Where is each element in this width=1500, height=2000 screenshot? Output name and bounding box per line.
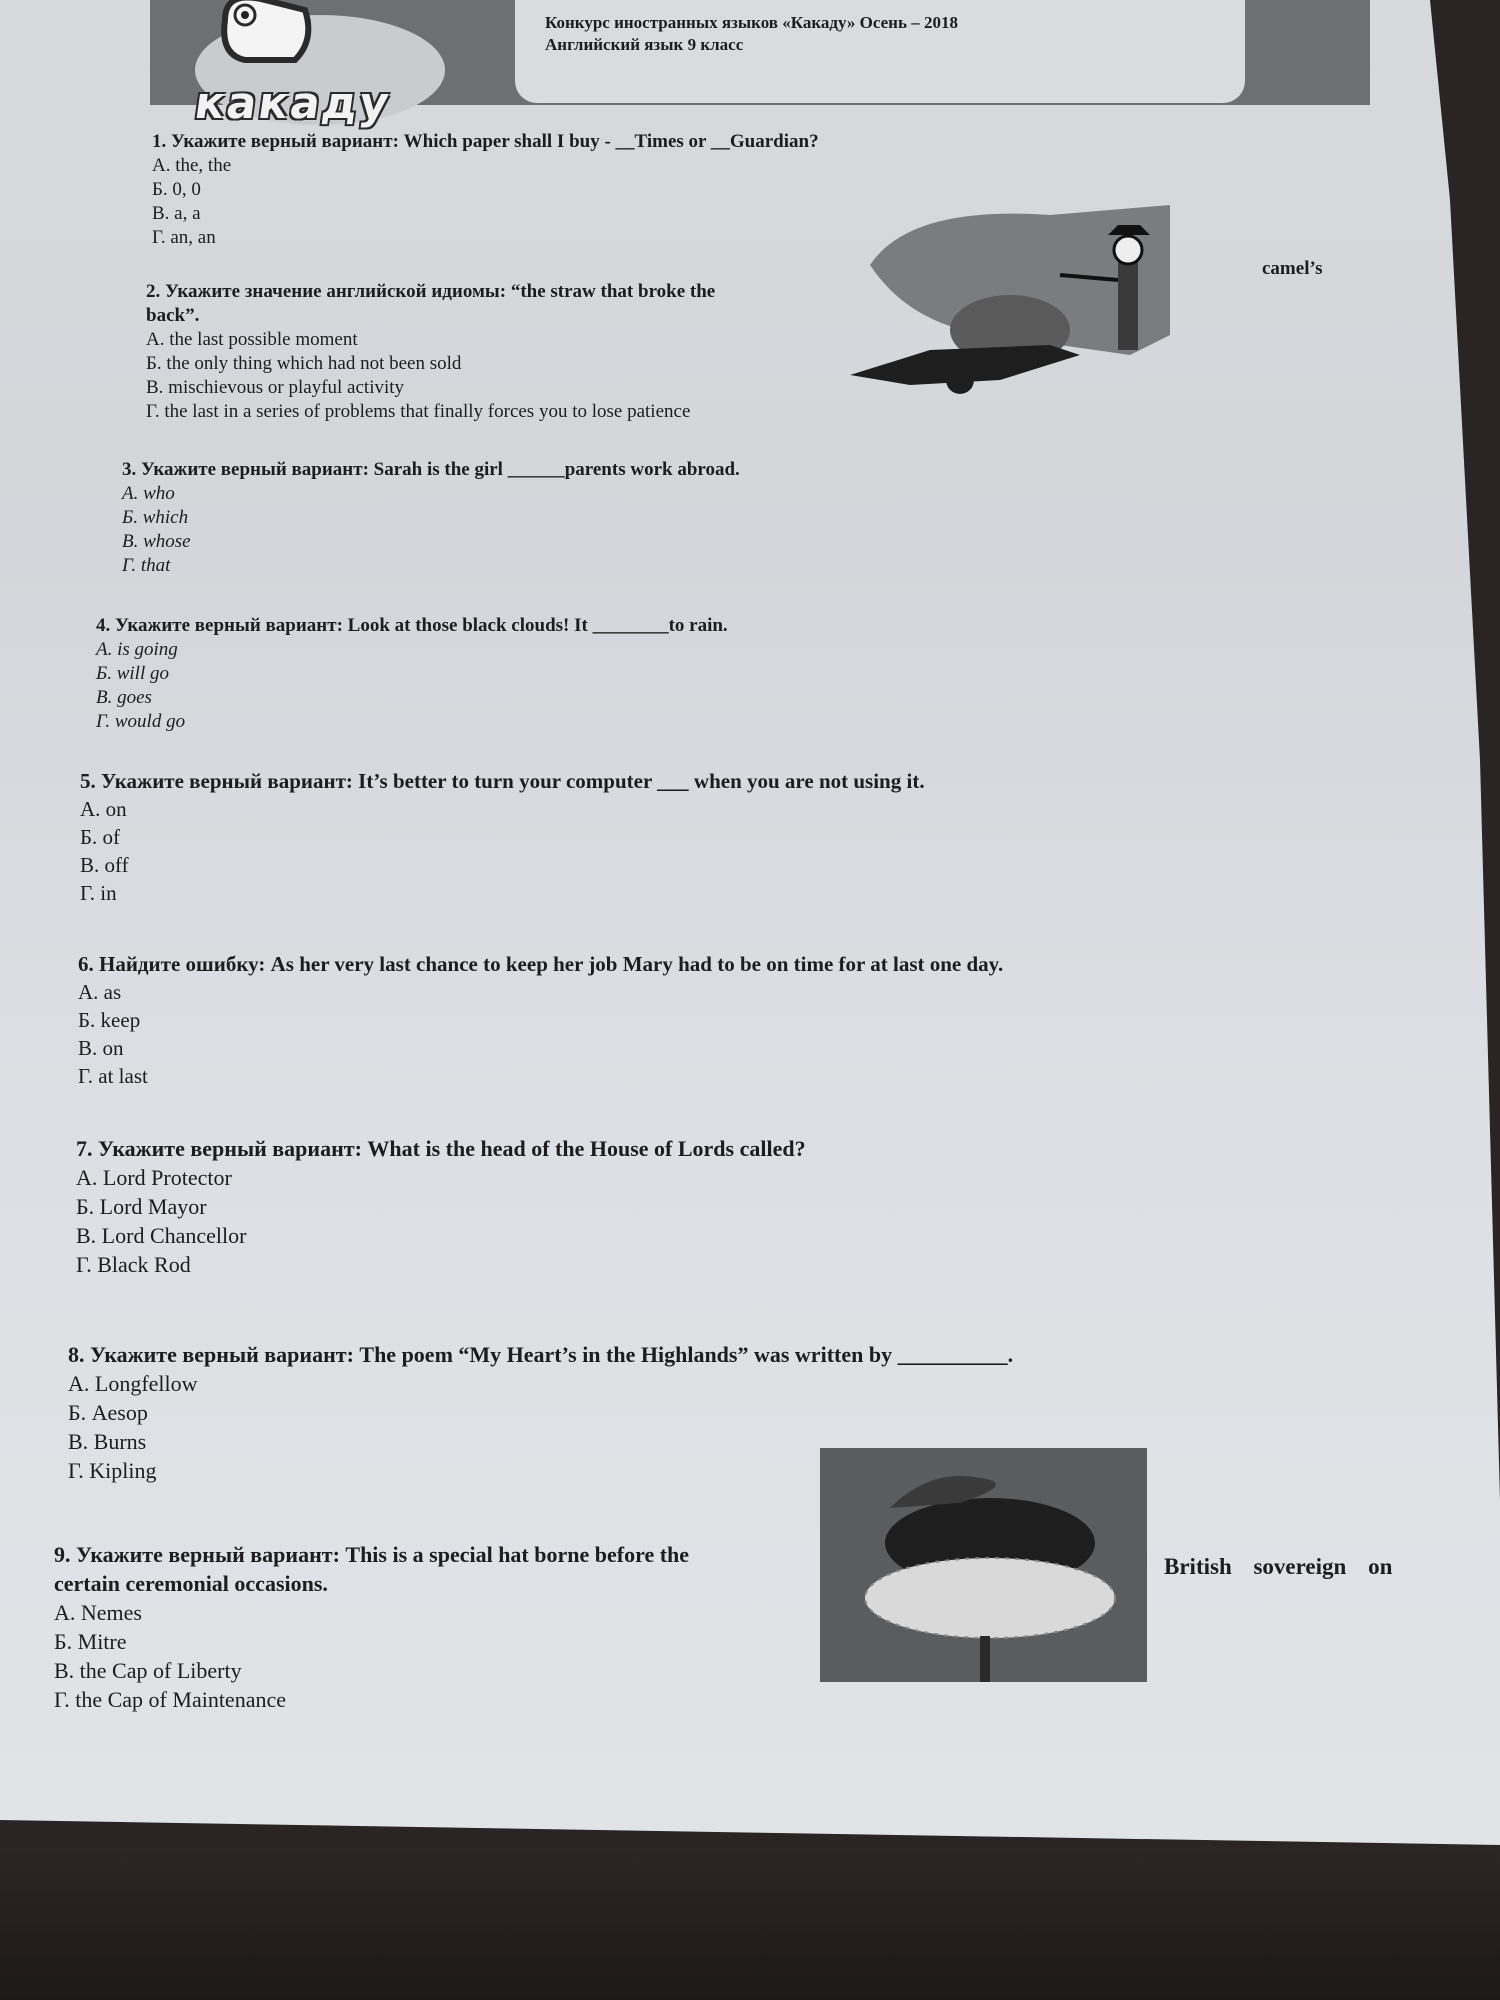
option-d: Г. would go [96,711,186,732]
option-b: Б. of [80,825,121,849]
header-title [545,12,958,56]
option-d: Г. that [122,555,171,576]
question-4 [96,614,728,734]
option-d: Г. at last [78,1064,148,1088]
option-c: В. goes [96,687,152,708]
question-title: 5. Укажите верный вариант: It’s better to turn your computer ___ when you are not using it. [80,769,925,793]
question-5 [80,767,925,907]
header-line-2: Английский язык 9 класс [545,35,744,54]
option-c: В. whose [122,531,191,552]
table-background [0,1845,1500,2000]
question-7 [76,1134,806,1279]
question-title: 2. Укажите значение английской идиомы: “the straw that broke the [146,281,716,302]
option-a: А. as [78,980,122,1004]
question-title: 3. Укажите верный вариант: Sarah is the girl ______parents work abroad. [122,459,740,480]
question-title-cont: certain ceremonial occasions. [54,1571,328,1596]
option-d: Г. in [80,881,117,905]
question-3 [122,458,740,578]
option-d: Г. an, an [152,227,216,248]
question-title-cont: back”. [146,305,200,326]
question-title: 6. Найдите ошибку: As her very last chance to keep her job Mary had to be on time for at last one day. [78,952,1004,976]
question-title: 7. Укажите верный вариант: What is the head of the House of Lords called? [76,1136,806,1161]
option-c: В. on [78,1036,124,1060]
option-a: А. the last possible moment [146,329,358,350]
option-a: А. who [122,483,175,504]
cap-of-maintenance-photo [820,1448,1147,1682]
option-c: В. Lord Chancellor [76,1223,247,1248]
option-a: А. on [80,797,127,821]
question-title: 4. Укажите верный вариант: Look at those black clouds! It ________to rain. [96,615,728,636]
option-a: А. Lord Protector [76,1165,232,1190]
option-b: Б. Mitre [54,1629,127,1654]
option-d: Г. Black Rod [76,1252,191,1277]
option-d: Г. Kipling [68,1458,157,1483]
header-line-1: Конкурс иностранных языков «Какаду» Осень – 2018 [545,13,958,32]
option-b: Б. 0, 0 [152,179,201,200]
option-b: Б. Aesop [68,1400,148,1425]
question-2-trailing-word: camel’s [1262,258,1323,279]
question-title: 8. Укажите верный вариант: The poem “My Heart’s in the Highlands” was written by __________. [68,1342,1014,1367]
question-9 [54,1540,689,1714]
question-6 [78,950,1003,1090]
option-d: Г. the Cap of Maintenance [54,1687,286,1712]
option-b: Б. will go [96,663,169,684]
option-b: Б. Lord Mayor [76,1194,207,1219]
option-b: Б. the only thing which had not been sold [146,353,462,374]
option-c: В. a, a [152,203,201,224]
option-a: А. Longfellow [68,1371,198,1396]
option-a: А. the, the [152,155,232,176]
option-b: Б. keep [78,1008,141,1032]
question-title: 1. Укажите верный вариант: Which paper shall I buy - __Times or __Guardian? [152,131,819,152]
camel-cartoon-image [850,205,1170,415]
option-c: В. mischievous or playful activity [146,377,405,398]
option-c: В. the Cap of Liberty [54,1658,242,1683]
question-2 [146,280,715,424]
question-title: 9. Укажите верный вариант: This is a special hat borne before the [54,1542,690,1567]
logo-wordmark: какаду [191,78,394,129]
option-a: А. is going [96,639,178,660]
option-d: Г. the last in a series of problems that finally forces you to lose patience [146,401,691,422]
option-b: Б. which [122,507,189,528]
option-c: В. off [80,853,129,877]
option-c: В. Burns [68,1429,147,1454]
question-9-trailing-words: British sovereign on [1164,1554,1393,1579]
question-1 [152,130,819,250]
option-a: А. Nemes [54,1600,142,1625]
